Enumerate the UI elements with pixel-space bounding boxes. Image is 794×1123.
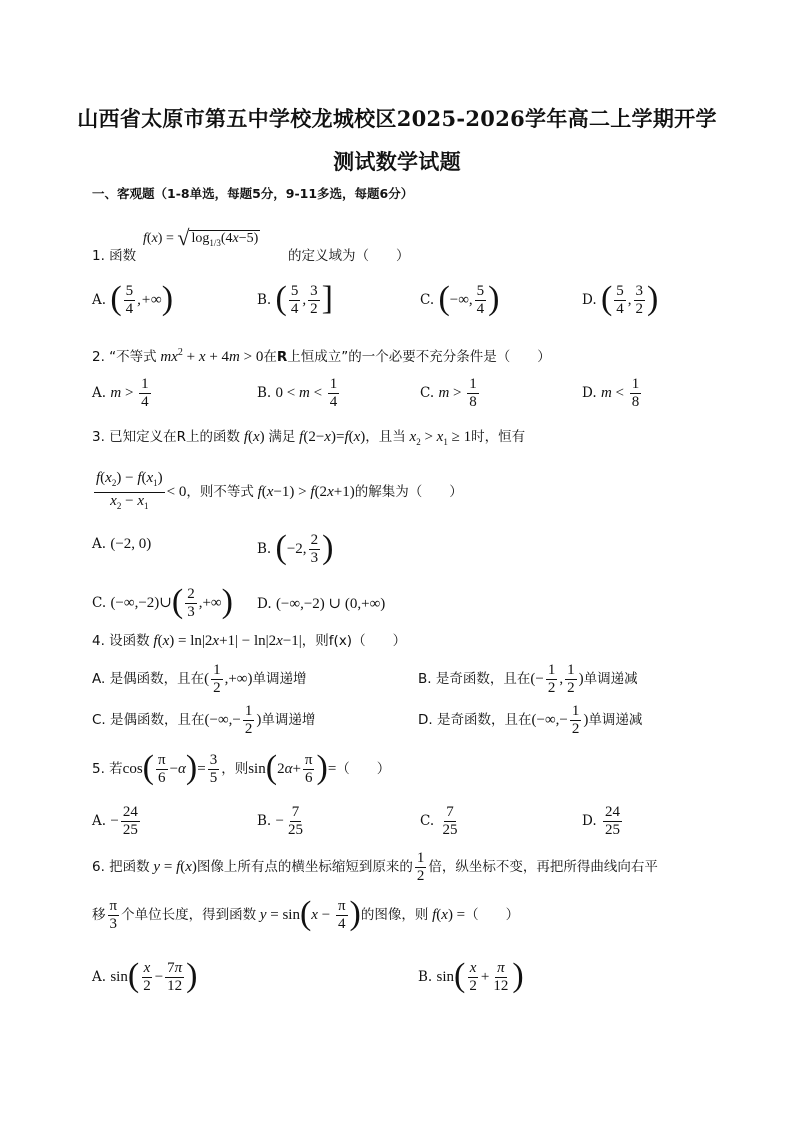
q4-option-b[interactable]: B. 是奇函数，且在(− $\frac{1}{2}$ , $\frac{1}{2}$ )单调递减: [418, 662, 638, 696]
q4-option-c[interactable]: C. 是偶函数，且在(−∞,− $\frac{1}{2}$ )单调递增: [92, 703, 316, 737]
q3-option-a[interactable]: A. (−2, 0): [92, 536, 152, 552]
q6-stem-line1: 6. 把函数 y = f(x)图像上所有点的横坐标缩短到原来的 $\frac{1}{2}$ 倍，纵坐标不变，再把所得曲线向右平: [92, 850, 658, 884]
q2-stem: 2. “不等式 $mx^2 + x + 4m > 0$在R上恒成立”的一个必要不充分条件是（ ）: [92, 347, 551, 365]
q6-option-a[interactable]: A. sin( $\frac{x}{2}$ − $\frac{7\pi}{12}$ ): [92, 956, 198, 994]
q5-stem: 5. 若cos( $\frac{\pi}{6}$ −α)= $\frac{3}{5}$ ，则sin(2α+ $\frac{\pi}{6}$ )=（ ）: [92, 748, 391, 786]
q1-formula: f(x) = √ $\log_{1/3}(4x-5)$: [143, 225, 259, 250]
q5-option-a[interactable]: A. − $\frac{24}{25}$: [92, 804, 138, 838]
q5-option-b[interactable]: B. − $\frac{7}{25}$: [257, 804, 303, 838]
exam-title-line1: 山西省太原市第五中学校龙城校区2025-2026学年高二上学期开学: [77, 106, 717, 131]
q3-option-d[interactable]: D. (−∞,−2) ∪ (0,+∞): [257, 596, 386, 612]
q5-option-d[interactable]: D. $\frac{24}{25}$: [582, 804, 620, 838]
section-heading: 一、客观题（1-8单选，每题5分，9-11多选，每题6分）: [92, 186, 414, 201]
q2-option-b[interactable]: B. 0 < m < $\frac{1}{4}$: [257, 376, 338, 410]
q1-prefix: 1. 函数: [92, 248, 137, 264]
exam-title-line2: 测试数学试题: [333, 149, 461, 174]
q6-stem-line2: 移 $\frac{\pi}{3}$ 个单位长度，得到函数 y = sin(x − $\frac{\pi}{4}$ )的图像，则 f(x) =（ ）: [92, 894, 520, 932]
q2-option-d[interactable]: D. m < $\frac{1}{8}$: [582, 376, 640, 410]
q6-option-b[interactable]: B. sin( $\frac{x}{2}$ + $\frac{\pi}{12}$ ): [418, 956, 524, 994]
q4-option-a[interactable]: A. 是偶函数，且在( $\frac{1}{2}$ ,+∞)单调递增: [92, 662, 307, 696]
q3-option-b[interactable]: B. (−2, $\frac{2}{3}$ ): [257, 528, 334, 566]
q3-stem-line1: 3. 已知定义在R上的函数 f(x) 满足 f(2−x)=f(x)，且当 $x_2 > x_1 \ge 1$时，恒有: [92, 429, 526, 447]
q4-option-d[interactable]: D. 是奇函数，且在(−∞,− $\frac{1}{2}$ )单调递减: [418, 703, 643, 737]
q1-suffix: 的定义域为（ ）: [288, 248, 410, 264]
q1-option-a[interactable]: A. ( $\frac{5}{4}$ ,+∞): [92, 279, 174, 317]
q3-stem-line2: $\frac{f(x_2) - f(x_1)}{x_2 - x_1}$ < 0，则不等式 f(x−1) > f(2x+1)的解集为（ ）: [96, 470, 463, 511]
q2-option-c[interactable]: C. m > $\frac{1}{8}$: [420, 376, 477, 410]
q4-stem: 4. 设函数 f(x) = ln|2x+1| − ln|2x−1|，则f(x)（ ）: [92, 633, 407, 649]
q3-option-c[interactable]: C. (−∞,−2)∪( $\frac{2}{3}$ ,+∞): [92, 582, 233, 620]
q1-option-c[interactable]: C. (−∞, $\frac{5}{4}$ ): [420, 279, 500, 317]
q1-option-b[interactable]: B. ( $\frac{5}{4}$ , $\frac{3}{2}$ ]: [257, 279, 333, 317]
q2-option-a[interactable]: A. m > $\frac{1}{4}$: [92, 376, 149, 410]
q5-option-c[interactable]: C. $\frac{7}{25}$: [420, 804, 458, 838]
q1-option-d[interactable]: D. ( $\frac{5}{4}$ , $\frac{3}{2}$ ): [582, 279, 659, 317]
